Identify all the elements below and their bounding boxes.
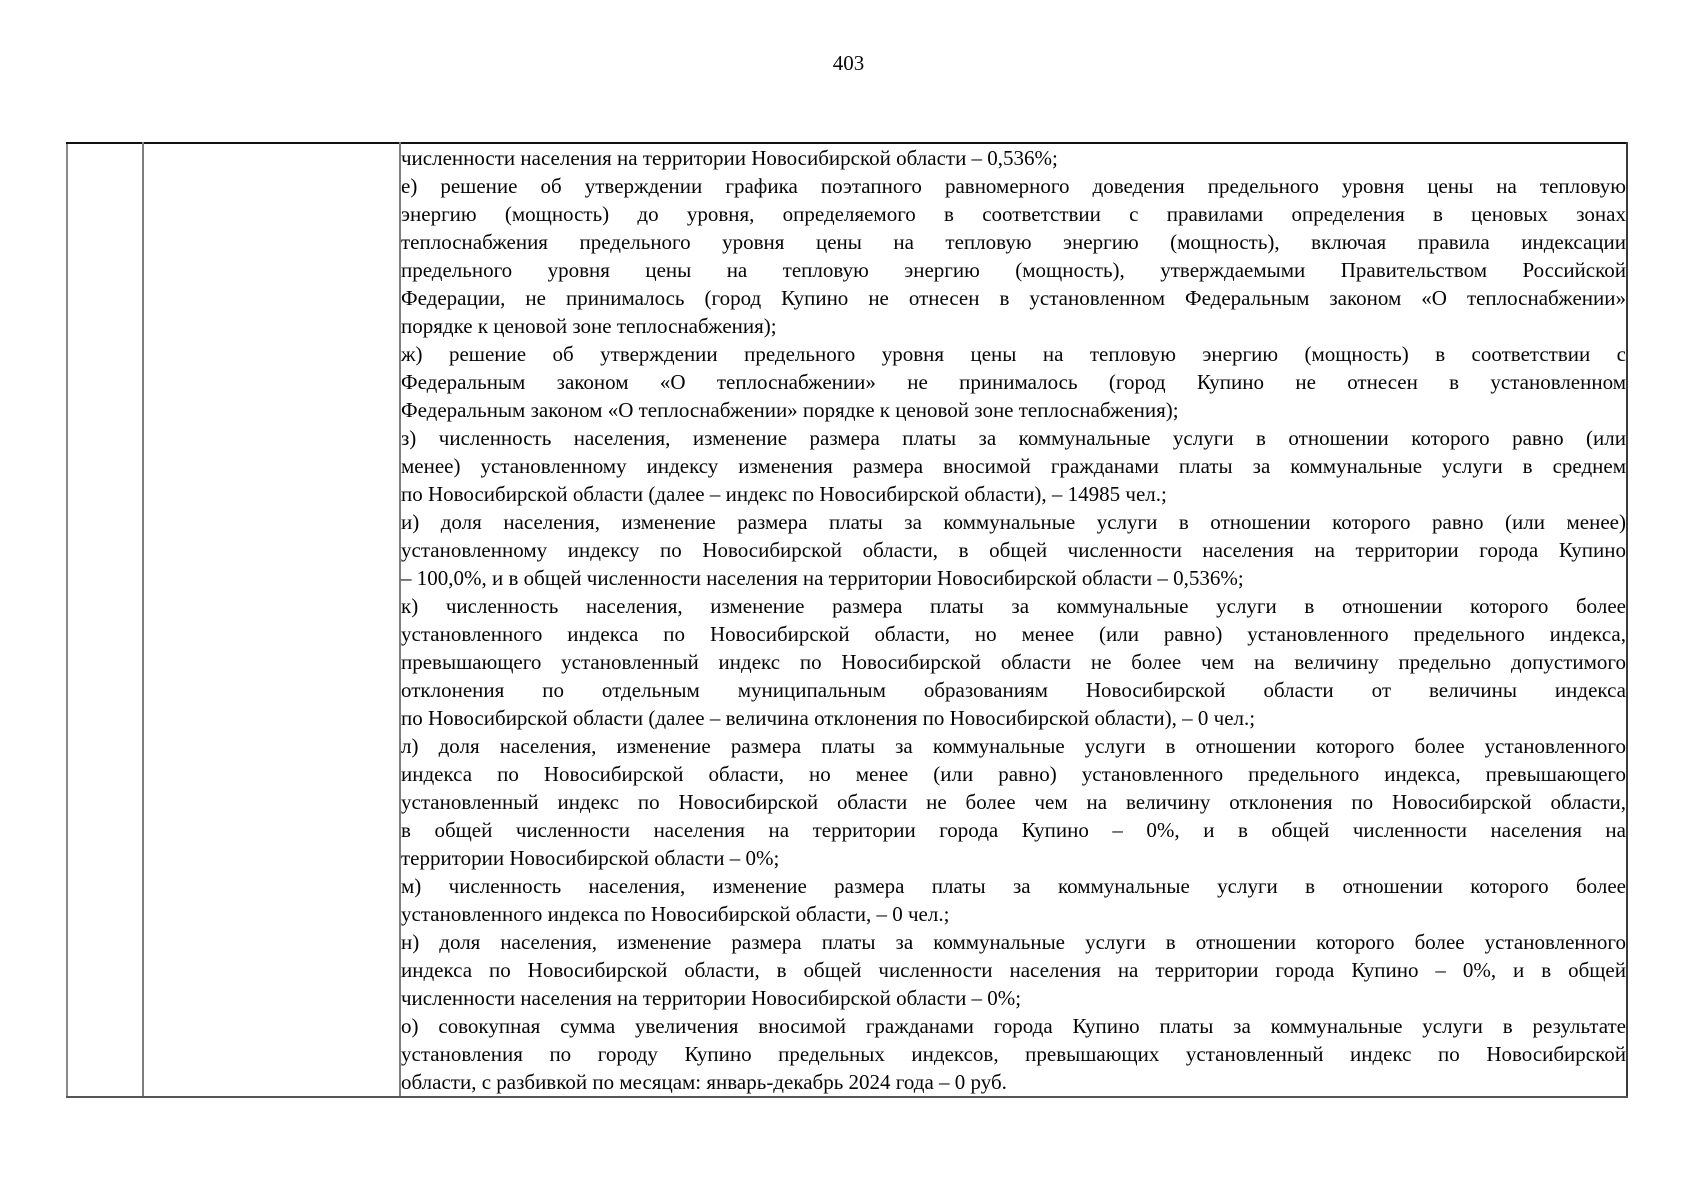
text-line: менее) установленному индексу изменения размера вносимой гражданами платы за коммунальные услуги в среднем [401,454,1626,478]
text-line: по Новосибирской области (далее – величина отклонения по Новосибирской области), – 0 чел.; [401,706,1256,730]
text-line: Федеральным законом «О теплоснабжении» порядке к ценовой зоне теплоснабжения); [401,398,1179,422]
text-line: з) численность населения, изменение размера платы за коммунальные услуги в отношении которого равно (или [401,426,1626,450]
text-line: в общей численности населения на территории города Купино – 0%, и в общей численности населения на [401,818,1626,842]
text-line: теплоснабжения предельного уровня цены на тепловую энергию (мощность), включая правила индексации [401,230,1626,254]
text-line: энергию (мощность) до уровня, определяемого в соответствии с правилами определения в ценовых зонах [401,202,1626,226]
text-line: н) доля населения, изменение размера платы за коммунальные услуги в отношении которого более установленного [401,930,1626,954]
table-cell-left-empty [67,143,143,1097]
text-line: индекса по Новосибирской области, в общей численности населения на территории города Купино – 0%, и в общей [401,958,1626,982]
text-line: предельного уровня цены на тепловую энергию (мощность), утверждаемыми Правительством Российской [401,258,1626,282]
table-cell-text [400,143,1627,1097]
text-line: превышающего установленный индекс по Новосибирской области не более чем на величину предельно допустимого [401,650,1626,674]
text-line: численности населения на территории Новосибирской области – 0%; [401,986,1022,1010]
document-table [66,142,1628,1098]
text-line: численности населения на территории Новосибирской области – 0,536%; [401,146,1058,170]
page-number: 403 [832,51,865,75]
text-line: установленному индексу по Новосибирской области, в общей численности населения на территории города Купино [401,538,1626,562]
text-line: м) численность населения, изменение размера платы за коммунальные услуги в отношении которого более [401,874,1626,898]
text-line: ж) решение об утверждении предельного уровня цены на тепловую энергию (мощность) в соответствии с [401,342,1626,366]
text-line: установления по городу Купино предельных индексов, превышающих установленный индекс по Новосибирской [401,1042,1626,1066]
text-line: е) решение об утверждении графика поэтапного равномерного доведения предельного уровня цены на тепловую [401,174,1626,198]
text-line: области, с разбивкой по месяцам: январь-декабрь 2024 года – 0 руб. [401,1070,1007,1094]
text-line: – 100,0%, и в общей численности населения на территории Новосибирской области – 0,536%; [401,566,1244,590]
table-cell-middle-empty [143,143,400,1097]
text-line: Федеральным законом «О теплоснабжении» не принималось (город Купино не отнесен в установленном [401,370,1626,394]
text-line: к) численность населения, изменение размера платы за коммунальные услуги в отношении которого более [401,594,1626,618]
cell-text-content [401,144,1626,1096]
table-row [67,143,1627,1097]
text-line: порядке к ценовой зоне теплоснабжения); [401,314,777,338]
text-line: л) доля населения, изменение размера платы за коммунальные услуги в отношении которого более установленного [401,734,1626,758]
text-line: установленный индекс по Новосибирской области не более чем на величину отклонения по Новосибирской области, [401,790,1626,814]
text-line: установленного индекса по Новосибирской области, – 0 чел.; [401,902,950,926]
text-line: индекса по Новосибирской области, но менее (или равно) установленного предельного индекса, превышающего [401,762,1626,786]
text-line: и) доля населения, изменение размера платы за коммунальные услуги в отношении которого равно (или менее) [401,510,1626,534]
text-line: территории Новосибирской области – 0%; [401,846,780,870]
text-line: о) совокупная сумма увеличения вносимой гражданами города Купино платы за коммунальные услуги в результате [401,1014,1626,1038]
text-line: установленного индекса по Новосибирской области, но менее (или равно) установленного предельного индекса, [401,622,1626,646]
text-line: Федерации, не принималось (город Купино не отнесен в установленном Федеральным законом «О теплоснабжении» [401,286,1626,310]
text-line: по Новосибирской области (далее – индекс по Новосибирской области), – 14985 чел.; [401,482,1167,506]
text-line: отклонения по отдельным муниципальным образованиям Новосибирской области от величины индекса [401,678,1626,702]
